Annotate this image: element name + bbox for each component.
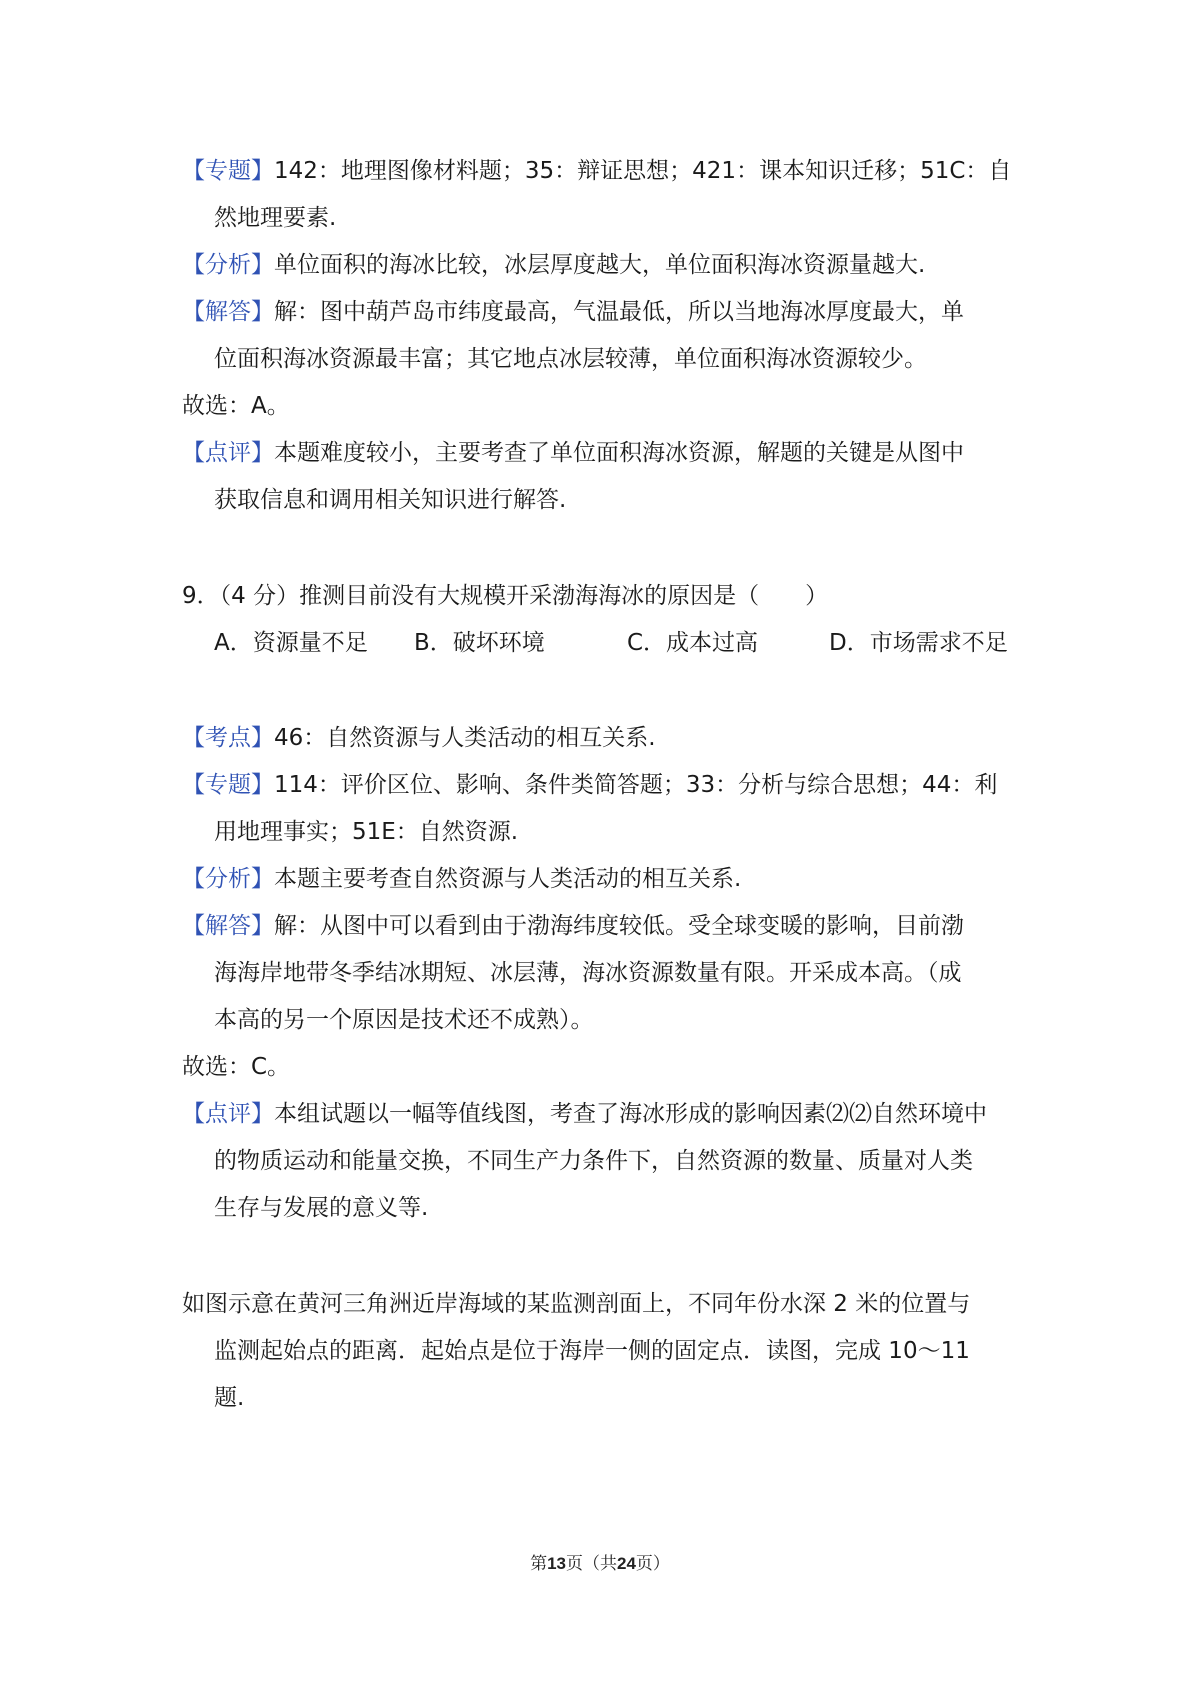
q9-option-a: A．资源量不足	[214, 630, 368, 656]
q9-dianping-tag: 【点评】	[182, 1101, 274, 1127]
q8-dianping-line2: 获取信息和调用相关知识进行解答.	[214, 487, 567, 513]
page-footer	[0, 1553, 1200, 1575]
q8-dianping-tag: 【点评】	[182, 440, 274, 466]
q9-jieda-tag: 【解答】	[182, 913, 274, 939]
q9-dianping-line1	[182, 1099, 987, 1129]
q9-dianping-line2: 的物质运动和能量交换，不同生产力条件下，自然资源的数量、质量对人类	[214, 1148, 973, 1174]
q8-fenxi-text: 单位面积的海冰比较，冰层厚度越大，单位面积海冰资源量越大.	[274, 252, 926, 278]
q9-option-b: B．破坏环境	[414, 630, 545, 656]
footer-mid: 页（共	[566, 1554, 617, 1574]
q9-kaodian-tag: 【考点】	[182, 725, 274, 751]
q9-fenxi-text: 本题主要考查自然资源与人类活动的相互关系.	[274, 866, 742, 892]
q9-zhuanti-line1	[182, 770, 997, 800]
intro-line2: 监测起始点的距离．起始点是位于海岸一侧的固定点．读图，完成 10～11	[214, 1338, 970, 1364]
q8-dianping-text1: 本题难度较小，主要考查了单位面积海冰资源，解题的关键是从图中	[274, 440, 964, 466]
q8-jieda-tag: 【解答】	[182, 299, 274, 325]
q9-dianping-line3: 生存与发展的意义等.	[214, 1195, 429, 1221]
q9-zhuanti-line2: 用地理事实；51E：自然资源.	[214, 819, 519, 845]
q9-answer: 故选：C。	[182, 1054, 291, 1080]
q9-jieda-line3: 本高的另一个原因是技术还不成熟）。	[214, 1007, 594, 1033]
q9-kaodian-line	[182, 723, 656, 753]
q9-dianping-text1: 本组试题以一幅等值线图，考查了海冰形成的影响因素⑵⑵自然环境中	[274, 1101, 987, 1127]
q9-option-d: D．市场需求不足	[829, 630, 1008, 656]
q9-kaodian-text: 46：自然资源与人类活动的相互关系.	[274, 725, 656, 751]
q9-option-c: C．成本过高	[627, 630, 759, 656]
intro-line3: 题.	[214, 1385, 245, 1411]
q8-dianping-line1	[182, 438, 964, 468]
footer-pre: 第	[530, 1554, 548, 1574]
q9-fenxi-line	[182, 864, 741, 894]
q8-fenxi-line	[182, 250, 925, 280]
q8-jieda-line1	[182, 297, 964, 327]
q8-jieda-text1: 解：图中葫芦岛市纬度最高，气温最低，所以当地海冰厚度最大，单	[274, 299, 964, 325]
footer-page-number: 13	[547, 1554, 566, 1573]
q9-fenxi-tag: 【分析】	[182, 866, 274, 892]
q9-zhuanti-text1: 114：评价区位、影响、条件类简答题；33：分析与综合思想；44：利	[274, 772, 998, 798]
q8-zhuanti-line2: 然地理要素.	[214, 205, 337, 231]
footer-total-pages: 24	[617, 1554, 636, 1573]
q9-jieda-text1: 解：从图中可以看到由于渤海纬度较低。受全球变暖的影响，目前渤	[274, 913, 964, 939]
q8-fenxi-tag: 【分析】	[182, 252, 274, 278]
footer-post: 页）	[635, 1554, 670, 1574]
q9-jieda-line1	[182, 911, 964, 941]
q8-zhuanti-tag: 【专题】	[182, 158, 274, 184]
q8-zhuanti-line1	[182, 156, 1011, 186]
q8-zhuanti-text1: 142：地理图像材料题；35：辩证思想；421：课本知识迁移；51C：自	[274, 158, 1012, 184]
q9-zhuanti-tag: 【专题】	[182, 772, 274, 798]
q9-jieda-line2: 海海岸地带冬季结冰期短、冰层薄，海冰资源数量有限。开采成本高。（成	[214, 960, 962, 986]
intro-line1: 如图示意在黄河三角洲近岸海域的某监测剖面上，不同年份水深 2 米的位置与	[182, 1291, 971, 1317]
q8-jieda-line2: 位面积海冰资源最丰富；其它地点冰层较薄，单位面积海冰资源较少。	[214, 346, 927, 372]
q8-answer: 故选：A。	[182, 393, 290, 419]
q9-stem: 9．（4 分）推测目前没有大规模开采渤海海冰的原因是（ ）	[182, 583, 829, 609]
